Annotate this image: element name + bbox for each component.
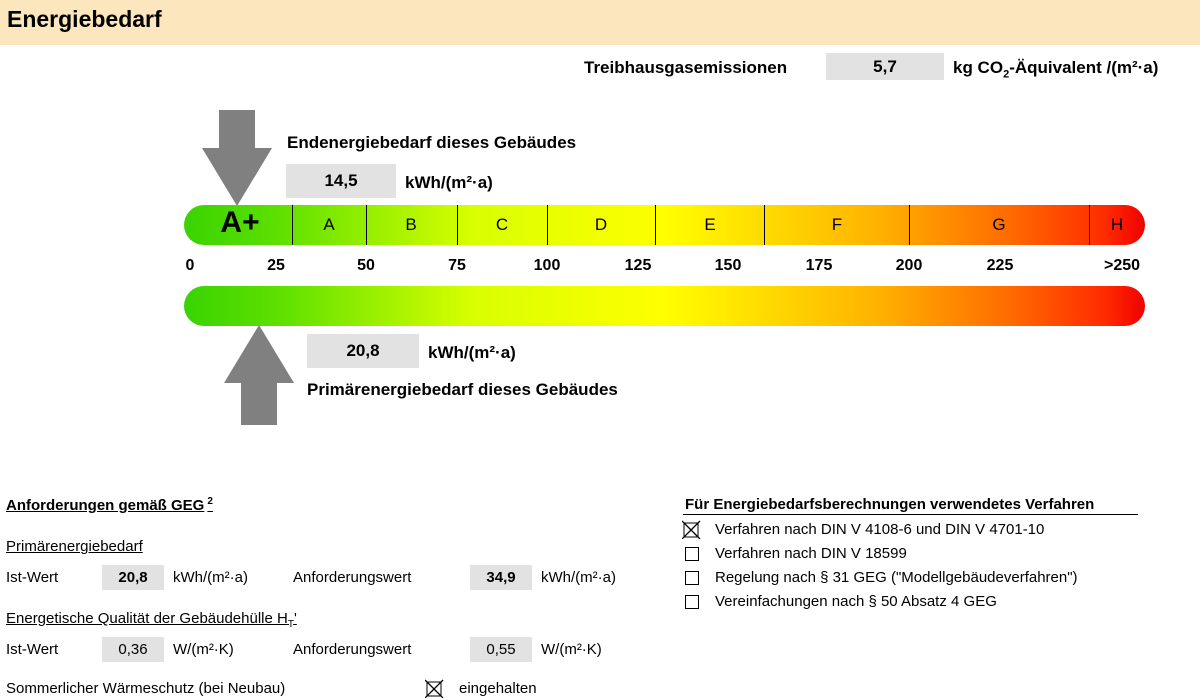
method-checkbox[interactable] [685,595,699,609]
tick-label: 75 [448,257,466,274]
primary-ist-value: 20,8 [102,565,164,590]
primary-heading: Primärenergiebedarf [6,538,143,555]
method-checkbox-checked-icon[interactable] [682,519,702,539]
class-divider [655,205,656,245]
class-divider [292,205,293,245]
class-label-b: B [405,215,417,234]
envelope-ist-label: Ist-Wert [6,641,59,658]
envelope-anf-value: 0,55 [470,637,532,662]
primary-anf-value: 34,9 [470,565,532,590]
tick-label: 225 [986,257,1014,274]
tick-label: 175 [805,257,833,274]
primary-anf-label: Anforderungswert [293,569,412,586]
method-title: Für Energiebedarfsberechnungen verwendetes Verfahren [685,496,1095,513]
class-label-f: F [831,215,843,234]
class-label-e: E [704,215,716,234]
tick-label: 50 [357,257,375,274]
tick-label: 100 [533,257,561,274]
envelope-ist-value: 0,36 [102,637,164,662]
requirements-title: Anforderungen gemäß GEG $^2$ [6,496,213,514]
emissions-label: Treibhausgasemissionen [584,58,788,77]
tick-label: 125 [624,257,652,274]
class-label-h: H [1110,215,1124,234]
class-label-a: A [323,215,335,234]
class-label-aplus: A+ [220,206,260,239]
primaerenergie-unit: kWh/(m²·a) [428,343,516,362]
emissions-unit: kg $CO_2$-Äquivalent /(m²·a) [953,58,1159,81]
tick-label: 200 [895,257,923,274]
class-divider [909,205,910,245]
primaerenergie-title: Primärenergiebedarf dieses Gebäudes [307,380,618,399]
primary-ist-unit: kWh/(m²·a) [173,569,248,586]
method-divider [683,514,1138,515]
envelope-anf-unit: W/(m²·K) [541,641,602,658]
envelope-anf-label: Anforderungswert [293,641,412,658]
class-divider [764,205,765,245]
class-label-c: C [495,215,509,234]
endenergie-title: Endenergiebedarf dieses Gebäudes [287,133,577,152]
class-label-g: G [992,215,1006,234]
class-divider [366,205,367,245]
primaerenergie-arrow-icon [224,325,294,425]
summer-status: eingehalten [459,680,537,697]
envelope-ist-unit: W/(m²·K) [173,641,234,658]
header-bar [0,0,1200,45]
method-option: Verfahren nach DIN V 4108-6 und DIN V 4701-10 [715,521,1045,538]
method-option: Verfahren nach DIN V 18599 [715,545,907,562]
primary-energy-bar [184,286,1145,326]
method-checkbox[interactable] [685,547,699,561]
tick-label: 0 [185,257,195,274]
class-label-d: D [594,215,608,234]
tick-label: >250 [1103,257,1141,274]
primary-anf-unit: kWh/(m²·a) [541,569,616,586]
class-divider [547,205,548,245]
method-checkbox[interactable] [685,571,699,585]
summer-checkbox-checked-icon[interactable] [425,678,445,698]
envelope-heading: Energetische Qualität der Gebäudehülle $H_T'$ [6,610,297,630]
primaerenergie-value: 20,8 [307,334,419,368]
tick-label: 25 [267,257,285,274]
emissions-value: 5,7 [826,53,944,80]
summer-label: Sommerlicher Wärmeschutz (bei Neubau) [6,680,286,697]
tick-label: 150 [714,257,742,274]
class-divider [1089,205,1090,245]
class-divider [457,205,458,245]
endenergie-value: 14,5 [286,164,396,198]
method-option: Vereinfachungen nach § 50 Absatz 4 GEG [715,593,997,610]
method-option: Regelung nach § 31 GEG ("Modellgebäudeverfahren") [715,569,1078,586]
page-title: Energiebedarf [7,6,162,32]
endenergie-unit: kWh/(m²·a) [405,173,493,192]
endenergie-arrow-icon [202,110,272,206]
primary-ist-label: Ist-Wert [6,569,59,586]
energy-class-bar [184,205,1145,245]
